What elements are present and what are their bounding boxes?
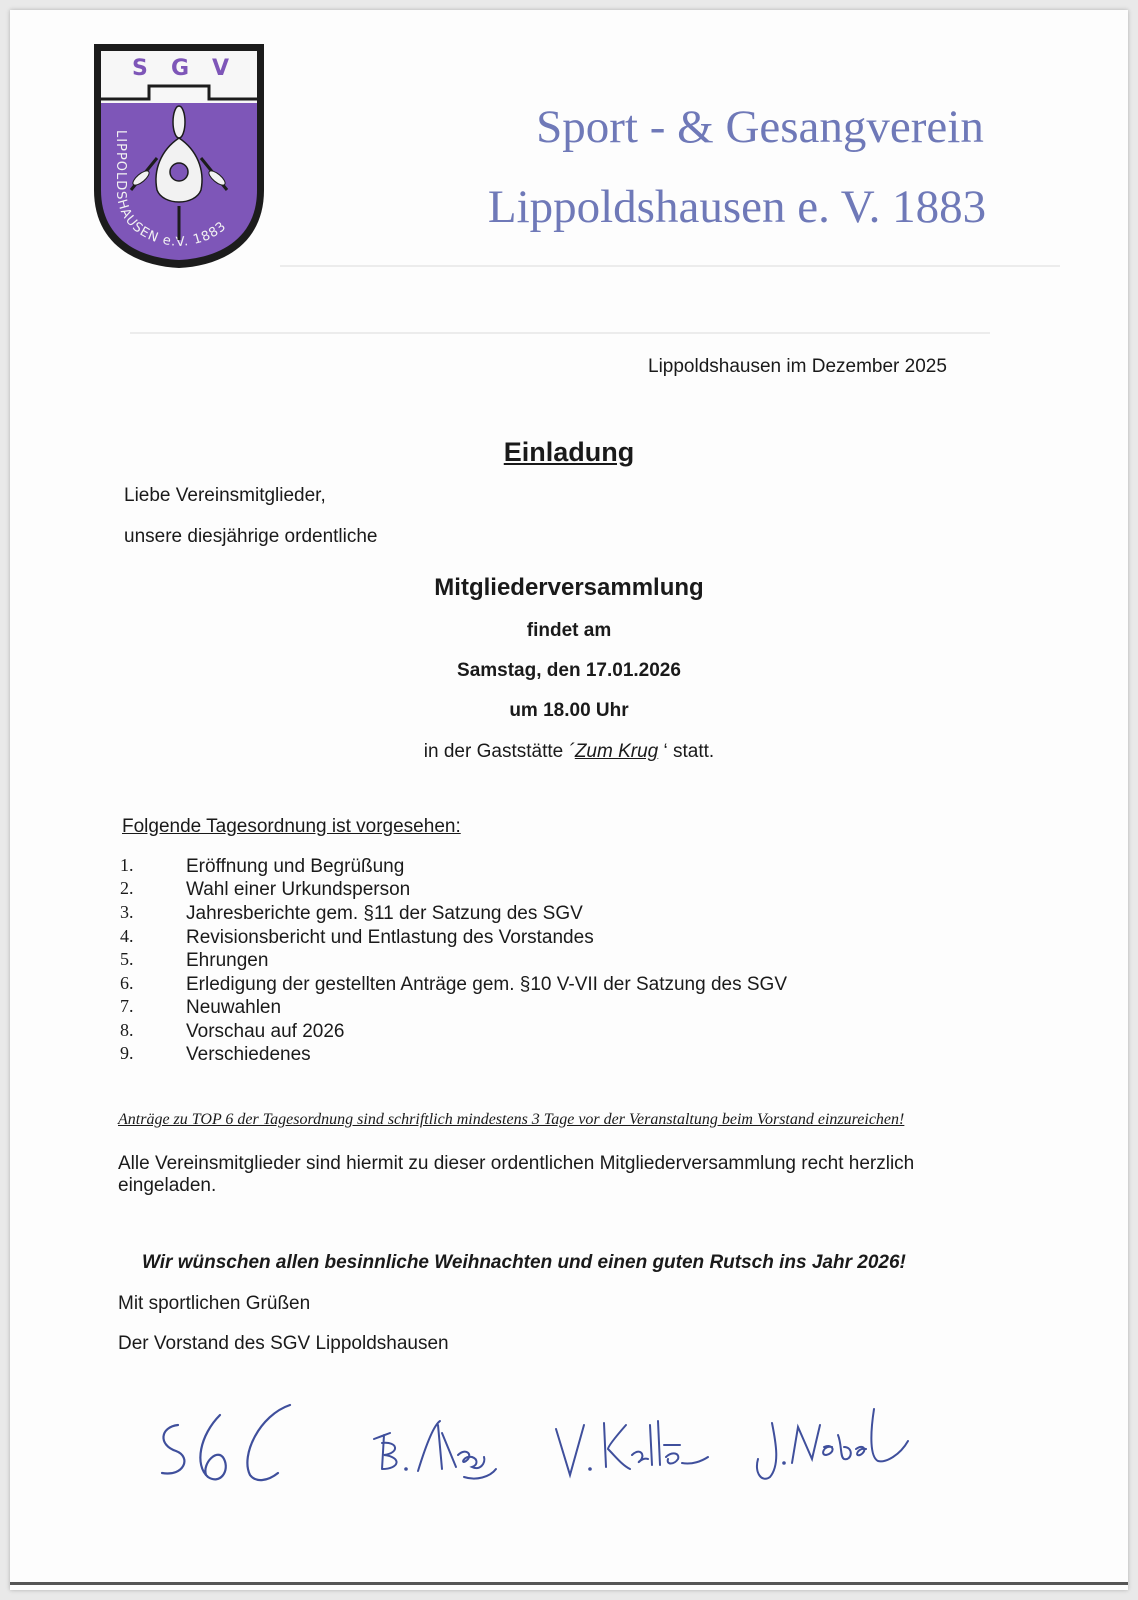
event-time: um 18.00 Uhr — [509, 700, 629, 721]
page-title: Einladung — [503, 437, 635, 467]
date-place: Lippoldshausen im Dezember 2025 — [648, 356, 947, 377]
agenda-number: 3. — [120, 902, 134, 922]
venue-line — [10, 741, 1128, 763]
scan-artifact-line — [130, 332, 990, 334]
svg-text:LIPPOLDSHAUSEN e.V. 1883: LIPPOLDSHAUSEN e.V. 1883 — [112, 130, 230, 251]
signature-3 — [546, 1385, 716, 1505]
closing-greeting: Mit sportlichen Grüßen — [118, 1293, 311, 1314]
club-name-line1: Sport - & Gesangverein — [536, 101, 984, 153]
agenda-number: 7. — [120, 996, 134, 1016]
venue-name: Zum Krug — [574, 741, 659, 762]
sgv-crest-logo — [91, 40, 267, 272]
scan-artifact-line — [280, 265, 1060, 267]
agenda-number: 5. — [120, 949, 134, 969]
venue-open-quote: ´ — [568, 741, 575, 762]
svg-text:V: V — [212, 56, 230, 81]
agenda-number: 9. — [120, 1043, 134, 1063]
agenda-item: Verschiedenes — [186, 1044, 311, 1065]
agenda-item: Jahresberichte gem. §11 der Satzung des SGV — [186, 903, 583, 924]
agenda-number: 1. — [120, 855, 134, 875]
signature-4 — [750, 1385, 930, 1505]
agenda-number: 6. — [120, 973, 134, 993]
christmas-wishes: Wir wünschen allen besinnliche Weihnachten und einen guten Rutsch ins Jahr 2026! — [142, 1252, 906, 1273]
club-name-line2: Lippoldshausen e. V. 1883 — [487, 181, 987, 233]
agenda-number: 8. — [120, 1020, 134, 1040]
signature-2 — [360, 1385, 510, 1505]
agenda-heading: Folgende Tagesordnung ist vorgesehen: — [122, 816, 461, 837]
letter-page — [10, 10, 1128, 1590]
svg-text:S: S — [132, 56, 148, 81]
motions-note: Anträge zu TOP 6 der Tagesordnung sind schriftlich mindestens 3 Tage vor der Veranstaltung beim Vorstand einzureichen! — [118, 1111, 905, 1128]
event-date: Samstag, den 17.01.2026 — [457, 660, 681, 681]
venue-suffix: ‘ statt. — [658, 741, 715, 762]
venue-prefix: in der Gaststätte — [423, 741, 569, 762]
findet-text: findet am — [526, 620, 612, 641]
event-heading: Mitgliederversammlung — [434, 574, 704, 601]
agenda-item: Wahl einer Urkundsperson — [186, 879, 411, 900]
intro-text: unsere diesjährige ordentliche — [124, 526, 378, 547]
agenda-item: Eröffnung und Begrüßung — [186, 856, 405, 877]
agenda-item: Revisionsbericht und Entlastung des Vorstandes — [186, 927, 594, 948]
agenda-item: Erledigung der gestellten Anträge gem. §10 V-VII der Satzung des SGV — [186, 974, 787, 995]
page-bottom-rule — [10, 1582, 1128, 1585]
signature-1 — [150, 1385, 300, 1505]
closing-signature-line: Der Vorstand des SGV Lippoldshausen — [118, 1333, 449, 1354]
invitation-text: Alle Vereinsmitglieder sind hiermit zu dieser ordentlichen Mitgliederversammlung recht herzlich eingeladen. — [118, 1153, 915, 1196]
agenda-item: Neuwahlen — [186, 997, 282, 1018]
agenda-number: 4. — [120, 926, 134, 946]
svg-text:G: G — [171, 56, 190, 81]
agenda-item: Ehrungen — [186, 950, 269, 971]
greeting: Liebe Vereinsmitglieder, — [124, 485, 326, 506]
agenda-item: Vorschau auf 2026 — [186, 1021, 345, 1042]
agenda-number: 2. — [120, 878, 134, 898]
